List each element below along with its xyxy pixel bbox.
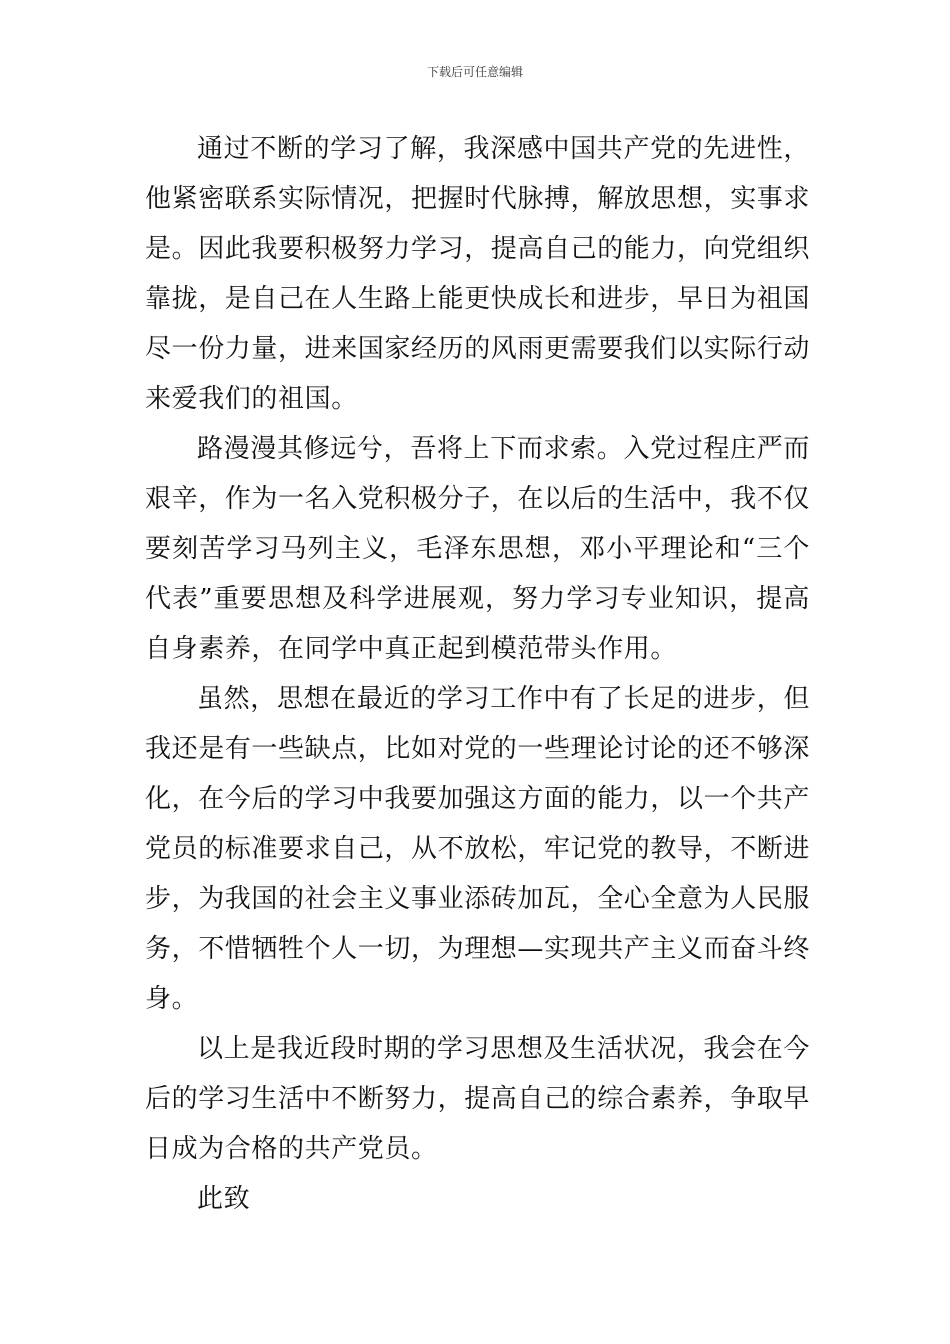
paragraph-2: 路漫漫其修远兮，吾将上下而求索。入党过程庄严而艰辛，作为一名入党积极分子，在以后的生活中，我不仅要刻苦学习马列主义，毛泽东思想，邓小平理论和“三个代表”重要思想及科学进展观，努力学习专业知识，提高自身素养，在同学中真正起到模范带头作用。 <box>145 434 811 664</box>
paragraph-1: 通过不断的学习了解，我深感中国共产党的先进性，他紧密联系实际情况，把握时代脉搏，解放思想，实事求是。因此我要积极努力学习，提高自己的能力，向党组织靠拢，是自己在人生路上能更快成长和进步，早日为祖国尽一份力量，进来国家经历的风雨更需要我们以实际行动来爱我们的祖国。 <box>145 134 811 414</box>
document-body <box>145 124 810 1224</box>
paragraph-4: 以上是我近段时期的学习思想及生活状况，我会在今后的学习生活中不断努力，提高自己的综合素养，争取早日成为合格的共产党员。 <box>145 1034 811 1164</box>
paragraph-3: 虽然，思想在最近的学习工作中有了长足的进步，但我还是有一些缺点，比如对党的一些理论讨论的还不够深化，在今后的学习中我要加强这方面的能力，以一个共产党员的标准要求自己，从不放松，牢记党的教导，不断进步，为我国的社会主义事业添砖加瓦，全心全意为人民服务，不惜牺牲个人一切，为理想—实现共产主义而奋斗终身。 <box>145 684 811 1014</box>
page-header: 下载后可任意编辑 <box>426 65 523 79</box>
closing-salutation: 此致 <box>197 1184 251 1214</box>
